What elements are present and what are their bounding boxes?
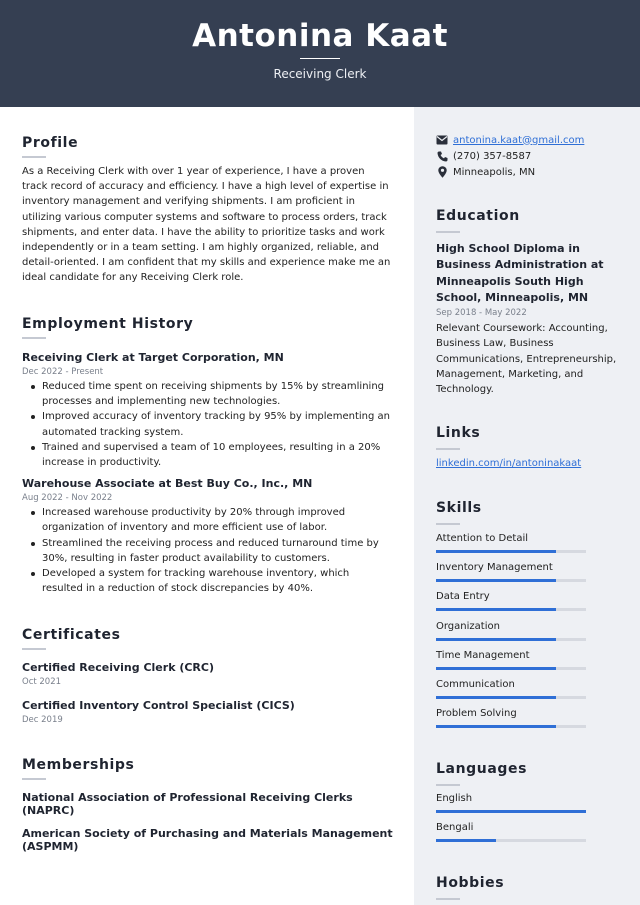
job-bullet: Streamlined the receiving process and reduced turnaround time by 30%, resulting in faster product availability to customers. bbox=[22, 536, 392, 566]
skill-label: Time Management bbox=[436, 649, 530, 661]
skill-level-fill bbox=[436, 638, 556, 641]
memberships-section bbox=[22, 757, 402, 853]
section-divider bbox=[22, 778, 46, 780]
skill-level-fill bbox=[436, 667, 556, 670]
education-details: Relevant Coursework: Accounting, Business Law, Business Communications, Entrepreneurship, Management, Marketing, and Technology. bbox=[436, 323, 617, 395]
job-dates: Dec 2022 - Present bbox=[22, 367, 104, 377]
skill-level-fill bbox=[436, 810, 586, 813]
job-dates: Aug 2022 - Nov 2022 bbox=[22, 493, 113, 504]
section-title-employment: Employment History bbox=[22, 316, 194, 332]
skill-level-fill bbox=[436, 839, 496, 842]
header-divider bbox=[300, 58, 340, 59]
skill-level-fill bbox=[436, 696, 556, 699]
job-entry bbox=[22, 477, 392, 596]
skill-label: Organization bbox=[436, 620, 500, 632]
contact-location-row bbox=[436, 166, 535, 178]
certificates-section bbox=[22, 627, 392, 725]
skill-level-fill bbox=[436, 725, 556, 728]
skill-level-bar bbox=[436, 638, 586, 641]
skill-level-fill bbox=[436, 608, 556, 611]
section-divider bbox=[436, 898, 460, 900]
membership-item: National Association of Professional Receiving Clerks (NAPRC) bbox=[22, 791, 353, 817]
section-title-profile: Profile bbox=[22, 135, 79, 151]
section-title-links: Links bbox=[436, 425, 481, 441]
section-divider bbox=[436, 523, 460, 525]
candidate-name: Antonina Kaat bbox=[192, 18, 448, 54]
skill-label: Bengali bbox=[436, 822, 474, 834]
job-bullet: Increased warehouse productivity by 20% through improved organization of inventory and more efficient use of labor. bbox=[22, 505, 392, 535]
skill-level-bar bbox=[436, 839, 586, 842]
section-title-hobbies: Hobbies bbox=[436, 875, 505, 891]
skill-label: Problem Solving bbox=[436, 708, 517, 720]
section-divider bbox=[436, 448, 460, 450]
skill-level-bar bbox=[436, 579, 586, 582]
phone-number: (270) 357-8587 bbox=[453, 150, 532, 162]
profile-section bbox=[22, 135, 392, 286]
skill-level-bar bbox=[436, 608, 586, 611]
contact-email-row bbox=[436, 134, 584, 146]
skill-label: Communication bbox=[436, 679, 515, 690]
profile-summary: As a Receiving Clerk with over 1 year of experience, I have a proven track record of accuracy and efficiency. I have a high level of expertise in inventory management and verifying shipments. I am proficient in utilizing various computer systems and software to process orders, track shipments, and enter data. I have the ability to prioritize tasks and work independently or in a team setting. I am highly organized, reliable, and detail-oriented. I am confident that my skills and experience make me an ideal candidate for any Receiving Clerk role. bbox=[22, 166, 391, 284]
skill-level-fill bbox=[436, 579, 556, 582]
contact-phone-row bbox=[436, 150, 531, 162]
skill-label: Attention to Detail bbox=[436, 533, 529, 544]
envelope-icon bbox=[436, 134, 448, 146]
phone-icon bbox=[436, 150, 448, 162]
skill-level-bar bbox=[436, 696, 586, 699]
membership-item: American Society of Purchasing and Materials Management (ASPMM) bbox=[22, 827, 393, 853]
linkedin-link[interactable]: linkedin.com/in/antoninakaat bbox=[436, 458, 582, 469]
skill-label: Inventory Management bbox=[436, 562, 553, 574]
certificate-date: Oct 2021 bbox=[22, 677, 62, 687]
education-degree: High School Diploma in Business Administration at Minneapolis South High School, Minneapolis, MN bbox=[436, 242, 604, 304]
job-bullet: Trained and supervised a team of 10 employees, resulting in a 20% increase in productivity. bbox=[22, 440, 392, 470]
certificate-name: Certified Receiving Clerk (CRC) bbox=[22, 661, 215, 674]
section-title-certificates: Certificates bbox=[22, 627, 121, 643]
section-divider bbox=[436, 784, 460, 786]
candidate-role: Receiving Clerk bbox=[273, 67, 367, 81]
section-divider bbox=[436, 231, 460, 233]
section-title-skills: Skills bbox=[436, 500, 482, 516]
skill-level-bar bbox=[436, 667, 586, 670]
job-entry bbox=[22, 351, 392, 470]
skill-label: Data Entry bbox=[436, 591, 490, 603]
skill-label: English bbox=[436, 793, 473, 804]
certificate-item bbox=[22, 661, 392, 687]
resume-header bbox=[0, 0, 640, 107]
location-text: Minneapolis, MN bbox=[453, 166, 536, 178]
employment-section bbox=[22, 316, 392, 596]
skill-level-fill bbox=[436, 550, 556, 553]
education-dates: Sep 2018 - May 2022 bbox=[436, 308, 527, 319]
job-bullet: Improved accuracy of inventory tracking by 95% by implementing an automated tracking system. bbox=[22, 409, 392, 439]
map-pin-icon bbox=[436, 166, 448, 178]
job-title: Warehouse Associate at Best Buy Co., Inc., MN bbox=[22, 477, 313, 491]
section-title-education: Education bbox=[436, 208, 520, 224]
section-divider bbox=[22, 648, 46, 650]
section-title-memberships: Memberships bbox=[22, 757, 135, 773]
job-bullet: Reduced time spent on receiving shipments by 15% by streamlining processes and implementing new technologies. bbox=[22, 379, 392, 409]
certificate-date: Dec 2019 bbox=[22, 715, 63, 725]
section-divider bbox=[22, 156, 46, 158]
job-title: Receiving Clerk at Target Corporation, MN bbox=[22, 351, 284, 364]
section-title-languages: Languages bbox=[436, 761, 528, 777]
email-link[interactable]: antonina.kaat@gmail.com bbox=[453, 134, 585, 146]
job-bullets bbox=[22, 505, 392, 596]
skill-level-bar bbox=[436, 725, 586, 728]
section-divider bbox=[22, 337, 46, 339]
certificate-name: Certified Inventory Control Specialist (CICS) bbox=[22, 699, 295, 712]
skill-level-bar bbox=[436, 810, 586, 813]
job-bullet: Developed a system for tracking warehouse inventory, which resulted in a reduction of stock discrepancies by 40%. bbox=[22, 566, 392, 596]
skill-level-bar bbox=[436, 550, 586, 553]
job-bullets bbox=[22, 379, 392, 470]
education-entry bbox=[436, 241, 621, 397]
certificate-item bbox=[22, 699, 392, 725]
